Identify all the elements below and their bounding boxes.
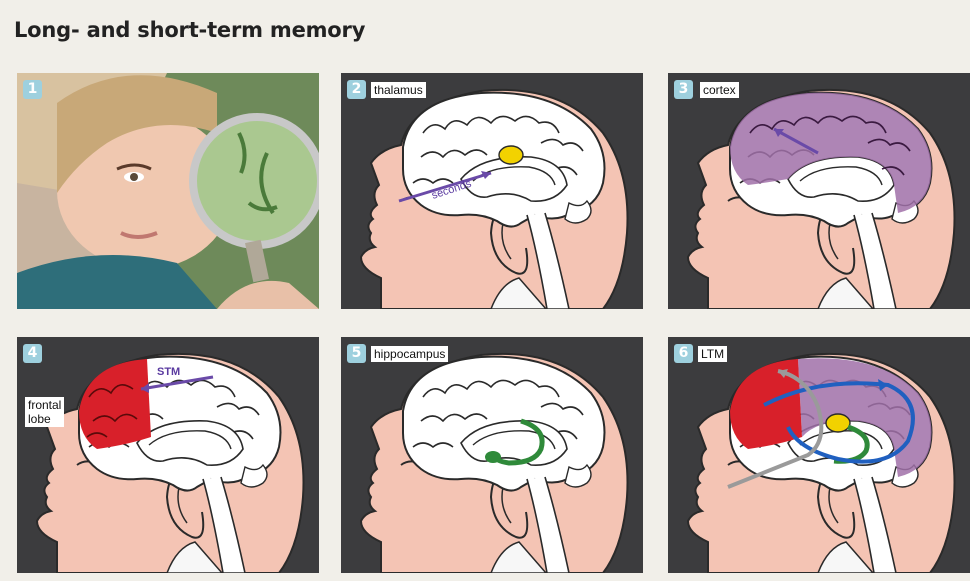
panel-number-badge: 3 (674, 80, 693, 99)
panel-number-badge: 4 (23, 344, 42, 363)
cortex-label: cortex (700, 82, 739, 98)
panel-number-badge: 6 (674, 344, 693, 363)
panel-hippocampus (341, 337, 643, 573)
panel-number-badge: 2 (347, 80, 366, 99)
hippocampus-label: hippocampus (371, 346, 448, 362)
thalamus-highlight (826, 414, 850, 432)
seconds-annotation: seconds (430, 177, 473, 202)
page-title: Long- and short-term memory (14, 18, 366, 42)
panel-photo (17, 73, 319, 309)
panel-thalamus (341, 73, 643, 309)
thalamus-label: thalamus (371, 82, 426, 98)
girl-with-magnifying-glass-image (17, 73, 319, 309)
frontal-lobe-label: frontal lobe (25, 397, 64, 427)
panel-cortex (668, 73, 970, 309)
panel-frontal-lobe (17, 337, 319, 573)
thalamus-highlight (499, 146, 523, 164)
panel-number-badge: 5 (347, 344, 366, 363)
panel-ltm (668, 337, 970, 573)
panel-number-badge: 1 (23, 80, 42, 99)
ltm-label: LTM (698, 346, 727, 362)
stm-annotation: STM (157, 366, 181, 378)
